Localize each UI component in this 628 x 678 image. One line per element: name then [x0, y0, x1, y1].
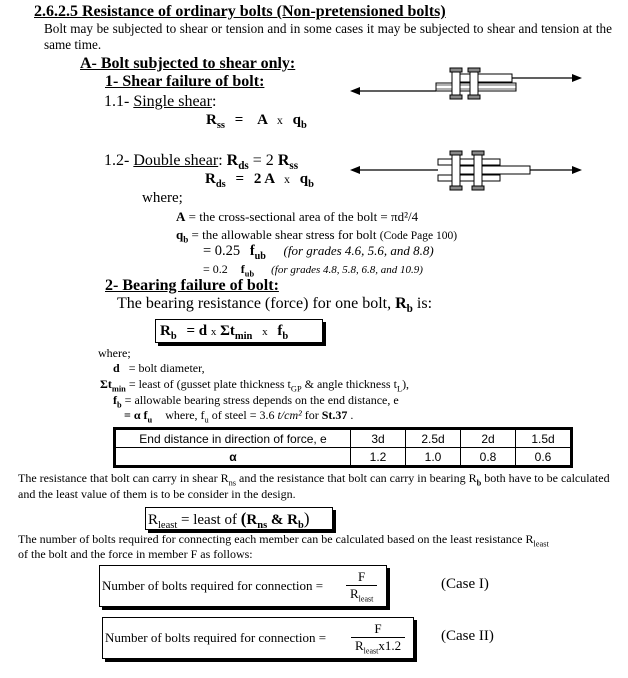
bearing-formula-box [155, 319, 323, 343]
bearing-intro-sub: b [406, 303, 413, 316]
times-sign-1: x [210, 326, 217, 338]
end-distance-table [113, 427, 573, 468]
tl-sub: L [396, 384, 403, 394]
eq-sign: = [234, 112, 244, 128]
para2-text-a: The number of bolts required for connecting each member can be calculated based on the least resistance R [18, 532, 534, 546]
eq-d: = d [186, 323, 208, 339]
para1-sub-a: ns [228, 478, 237, 488]
rb-symbol: R [160, 323, 171, 339]
double-shear-colon: : [218, 152, 223, 169]
single-shear-number: 1.1- [104, 93, 130, 110]
section-heading: 2.6.2.5 Resistance of ordinary bolts (Non-pretensioned bolts) [34, 3, 446, 20]
table-cell: 2d [461, 430, 516, 448]
rb-sub: b [298, 520, 304, 531]
table-cell: 1.0 [406, 448, 461, 466]
rss-symbol: R [206, 112, 217, 128]
case-1-den-r: R [350, 586, 359, 601]
area-symbol: A [257, 112, 268, 128]
times-sign: x [276, 113, 283, 127]
case-1-denominator [346, 586, 377, 602]
def-area-formula: πd²/4 [391, 209, 419, 224]
case-1-box [99, 565, 387, 607]
fu-text: of steel = 3.6 [208, 408, 278, 422]
def-area [176, 209, 418, 225]
def-tmin-text2: & angle thickness t [301, 377, 397, 391]
alpha-fu: = α f [124, 408, 148, 422]
para1-sub-b: b [476, 478, 482, 488]
table-header-row [116, 430, 571, 448]
def-tmin-sub: min [111, 384, 126, 394]
bearing-intro-symbol: R [395, 295, 407, 312]
case-2-denominator [351, 638, 405, 654]
number-bolts-paragraph [18, 532, 618, 562]
def-qb [176, 227, 457, 243]
where-fu: where, f [165, 408, 205, 422]
single-shear-label: Single shear [133, 93, 212, 110]
where-fu-sub: u [204, 415, 209, 425]
double-shear-diagram [348, 148, 584, 192]
rss-inline-sub: ss [289, 160, 299, 173]
r-least-sub: least [158, 520, 178, 531]
case-2-box [102, 617, 414, 659]
para1-text-c: both have to be calculated and the least value of them is to be consider in the design. [18, 471, 610, 501]
table-cell: 2.5d [406, 430, 461, 448]
shear-failure-title: 1- Shear failure of bolt: [105, 73, 265, 90]
qb2-eq: = 0.2 [203, 262, 228, 276]
table-cell: End distance in direction of force, e [116, 430, 351, 448]
para2-sub-a: least [533, 539, 549, 549]
def-alpha [124, 408, 353, 423]
alpha-fu-sub: u [147, 415, 153, 425]
times-sign-2: x [262, 326, 268, 338]
bearing-intro-text: The bearing resistance (force) for one bolt, [117, 295, 396, 312]
def-d [113, 361, 205, 376]
rss-sub: ss [216, 120, 226, 131]
table-cell: 3d [351, 430, 406, 448]
fu-end: . [347, 408, 354, 422]
single-shear-line [104, 93, 216, 111]
def-tmin-text: = least of (gusset plate thickness t [128, 377, 291, 391]
qb-sub: b [308, 179, 314, 190]
double-shear-formula [205, 171, 314, 188]
qb-value-1 [203, 243, 434, 260]
qb-symbol: q [299, 171, 309, 187]
qb1-eq: = 0.25 [203, 243, 241, 259]
single-shear-colon: : [211, 93, 217, 110]
times-sign: x [284, 172, 291, 186]
bearing-failure-title: 2- Bearing failure of bolt: [105, 277, 279, 294]
case-1-den-sub: least [358, 594, 374, 604]
qb-value-2 [203, 262, 423, 277]
case-2-fraction [351, 621, 405, 654]
single-shear-formula [206, 112, 307, 129]
fu-unit: t/cm² [277, 408, 302, 422]
qb-sub: b [300, 120, 307, 131]
table-row [116, 448, 571, 466]
case-1-numerator: F [346, 569, 377, 586]
qb1-note: (for grades 4.6, 5.6, and 8.8) [283, 243, 434, 258]
rds-sub: ds [215, 179, 226, 190]
steel-grade: St.37 [321, 408, 348, 422]
intro-paragraph: Bolt may be subjected to shear or tension and in some cases it may be subjected to shear and tension at the same time. [44, 21, 612, 52]
case-2-den-sub: least [363, 646, 379, 656]
double-eq: = 2 [252, 152, 274, 169]
sigma-t: Σt [220, 323, 235, 339]
rds-symbol: R [205, 171, 216, 187]
table-cell: 1.5d [516, 430, 571, 448]
rns-sub: ns [257, 520, 268, 531]
rds-inline: R [226, 152, 239, 169]
qb-symbol: q [292, 112, 301, 128]
qb2-f-sub: ub [244, 269, 255, 279]
double-shear-label: Double shear [133, 152, 219, 169]
rds-inline-sub: ds [238, 160, 249, 173]
qb1-f-sub: ub [254, 250, 266, 262]
where-label: where; [142, 190, 183, 206]
rns-symbol: R [246, 512, 258, 528]
single-shear-diagram [348, 64, 584, 104]
rss-inline: R [277, 152, 290, 169]
def-qb-text: = the allowable shear stress for bolt [191, 227, 380, 242]
def-qb-ref: (Code Page 100) [379, 230, 458, 242]
sigma-t-sub: min [234, 331, 253, 342]
def-fb-text: = allowable bearing stress depends on the end distance, e [124, 393, 399, 407]
fb-symbol: f [277, 323, 283, 339]
double-shear-number: 1.2- [104, 152, 130, 169]
rb-sub: b [170, 331, 177, 342]
rb-symbol: R [287, 512, 299, 528]
paren-close: ) [303, 509, 310, 528]
def-area-symbol: A [176, 209, 186, 224]
least-of-text: = least of [181, 512, 241, 528]
bearing-intro [117, 295, 433, 316]
def-d-text: = bolt diameter, [128, 361, 205, 375]
case-1-fraction [346, 569, 377, 602]
table-cell: 0.8 [461, 448, 516, 466]
table-cell: 0.6 [516, 448, 571, 466]
r-least-box [145, 507, 333, 530]
table-cell: 1.2 [351, 448, 406, 466]
resistance-paragraph [18, 470, 614, 502]
qb2-note: (for grades 4.8, 5.8, 6.8, and 10.9) [271, 264, 423, 276]
case-1-text: Number of bolts required for connection = [102, 578, 324, 593]
def-qb-symbol: q [176, 227, 184, 242]
tgp-sub: GP [290, 384, 302, 394]
def-fb [113, 393, 399, 408]
bearing-intro-end: is: [412, 295, 433, 312]
para1-text-b: and the resistance that bolt can carry in bearing R [236, 471, 477, 485]
amp-sign: & [267, 512, 288, 528]
r-least-symbol: R [148, 512, 159, 528]
def-tmin-symbol: Σt [100, 377, 112, 391]
fu-for: for [301, 408, 322, 422]
def-tmin [100, 377, 409, 392]
fb-sub: b [282, 331, 289, 342]
para1-text-a: The resistance that bolt can carry in shear R [18, 471, 229, 485]
def-fb-symbol: f [113, 393, 117, 407]
case-2-text: Number of bolts required for connection = [105, 630, 327, 645]
case-1-label: (Case I) [441, 576, 489, 592]
case-2-label: (Case II) [441, 628, 494, 644]
case-2-numerator: F [351, 621, 405, 638]
case-2-den-r: R [355, 638, 364, 653]
qb1-f: f [249, 243, 255, 259]
def-qb-sub: b [183, 234, 189, 245]
def-tmin-text3: ), [402, 377, 410, 391]
def-area-text: = the cross-sectional area of the bolt = [188, 209, 392, 224]
paren-open: ( [240, 509, 247, 528]
para2-text-b: of the bolt and the force in member F as follows: [18, 547, 253, 561]
where-label-2: where; [98, 346, 131, 360]
section-a-title: A- Bolt subjected to shear only: [80, 55, 296, 72]
qb2-f: f [240, 262, 245, 276]
two-area: 2 A [253, 171, 275, 187]
def-d-symbol: d [113, 361, 120, 375]
double-shear-line [104, 152, 299, 173]
table-cell: α [116, 448, 351, 466]
eq-sign: = [235, 171, 245, 187]
case-2-den-tail: x1.2 [378, 638, 402, 653]
def-fb-sub: b [117, 400, 122, 410]
